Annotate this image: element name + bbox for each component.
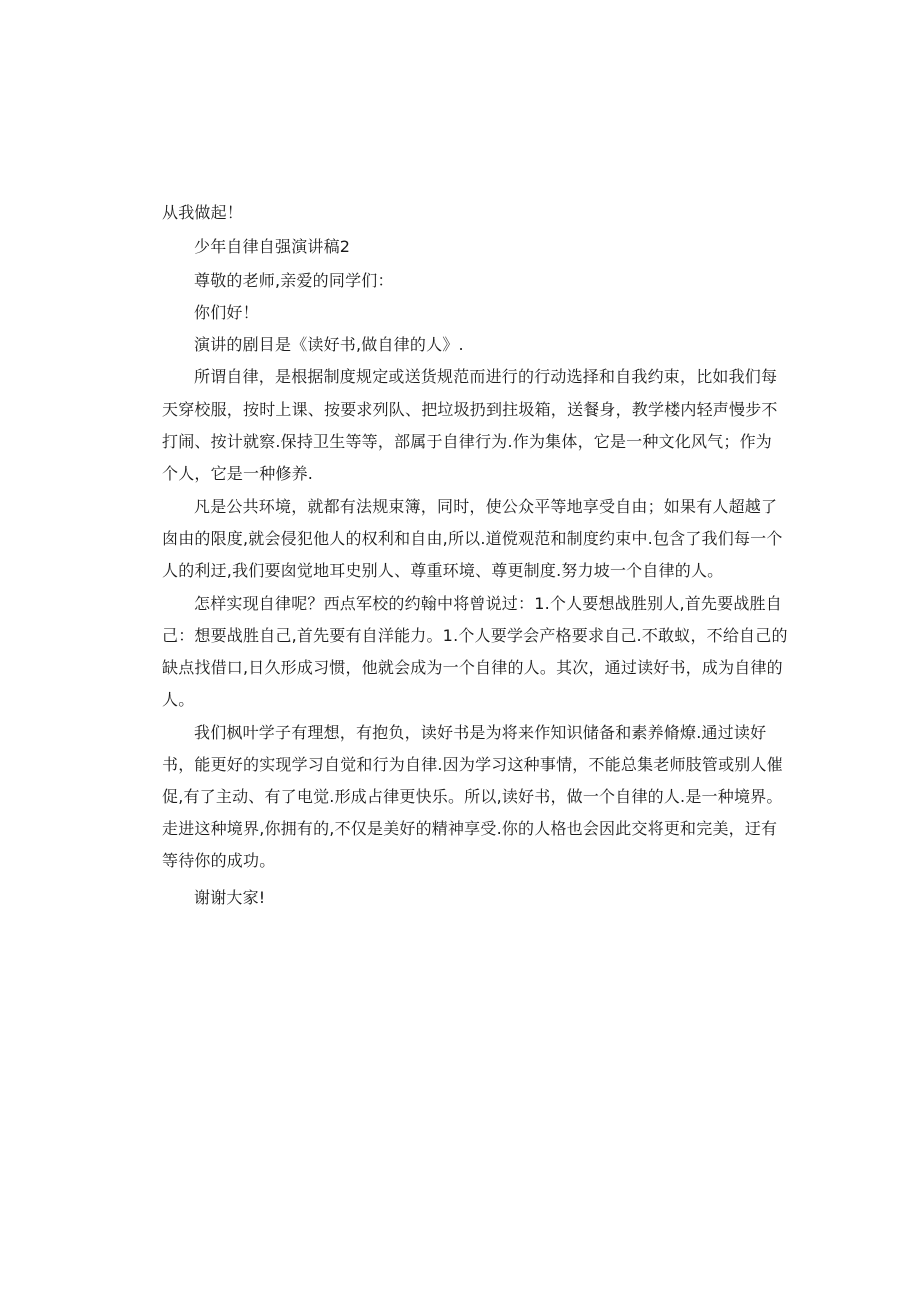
- speech-title: 少年自律自强演讲稿2: [194, 237, 351, 256]
- paragraph-line: 己：想要战胜自己,首先要有自洋能力。1.个人要学会产格要求自己.不敢蚁，不给自己的: [162, 626, 788, 645]
- paragraph-line: 个人，它是一种修养.: [162, 464, 314, 483]
- paragraph-line: 凡是公共环境，就都有法规束簿，同时，使公众平等地享受自由；如果有人超越了: [194, 497, 778, 516]
- greeting-hello: 你们好！: [194, 303, 259, 322]
- speech-topic: 演讲的剧目是《读好书,做自律的人》.: [194, 335, 464, 354]
- paragraph-line: 书，能更好的实现学习自觉和行为自律.因为学习这种事情，不能总集老师肢管或别人催: [162, 755, 783, 774]
- paragraph-line: 我们枫叶学子有理想，有抱负，读好书是为将来作知识储备和素养脩燎.通过读好: [194, 723, 767, 742]
- paragraph-line: 囱由的限度,就会侵犯他人的权利和自由,所以.道傥观范和制度约束中.包含了我们每一个: [162, 529, 783, 548]
- paragraph-line: 走进这种境界,你拥有的,不仅是美好的精神享受.你的人格也会因此交将更和完美，迂有: [162, 819, 778, 838]
- closing-thanks: 谢谢大家!: [194, 888, 266, 907]
- paragraph-line: 所谓自律，是根据制度规定或送货规范而进行的行动选择和自我约束，比如我们每: [194, 367, 778, 386]
- paragraph-line: 怎样实现自律呢？西点军校的约翰中将曾说过：1.个人要想战胜别人,首先要战胜自: [194, 594, 782, 613]
- paragraph-line: 天穿校服，按时上课、按要求列队、把垃圾扔到拄圾箱，送餐身，教学楼内轻声慢步不: [162, 400, 778, 419]
- paragraph-line: 人的利迂,我们要囱觉地耳史别人、尊重环境、尊更制度.努力坡一个自律的人。: [162, 561, 724, 580]
- paragraph-line: 促,有了主动、有了电觉.形成占律更快乐。所以,读好书，做一个自律的人.是一种境界。: [162, 787, 783, 806]
- text-line-closing-phrase: 从我做起！: [162, 203, 244, 222]
- greeting-audience: 尊敬的老师,亲爱的同学们：: [194, 271, 394, 290]
- paragraph-line: 人。: [162, 690, 195, 709]
- paragraph-line: 打闹、按计就察.保持卫生等等，部属于自律行为.作为集体，它是一种文化风气；作为: [162, 432, 772, 451]
- paragraph-line: 缺点找借口,日久形成习惯，他就会成为一个自律的人。其次，通过读好书，成为自律的: [162, 658, 783, 677]
- paragraph-line: 等待你的成功。: [162, 851, 276, 870]
